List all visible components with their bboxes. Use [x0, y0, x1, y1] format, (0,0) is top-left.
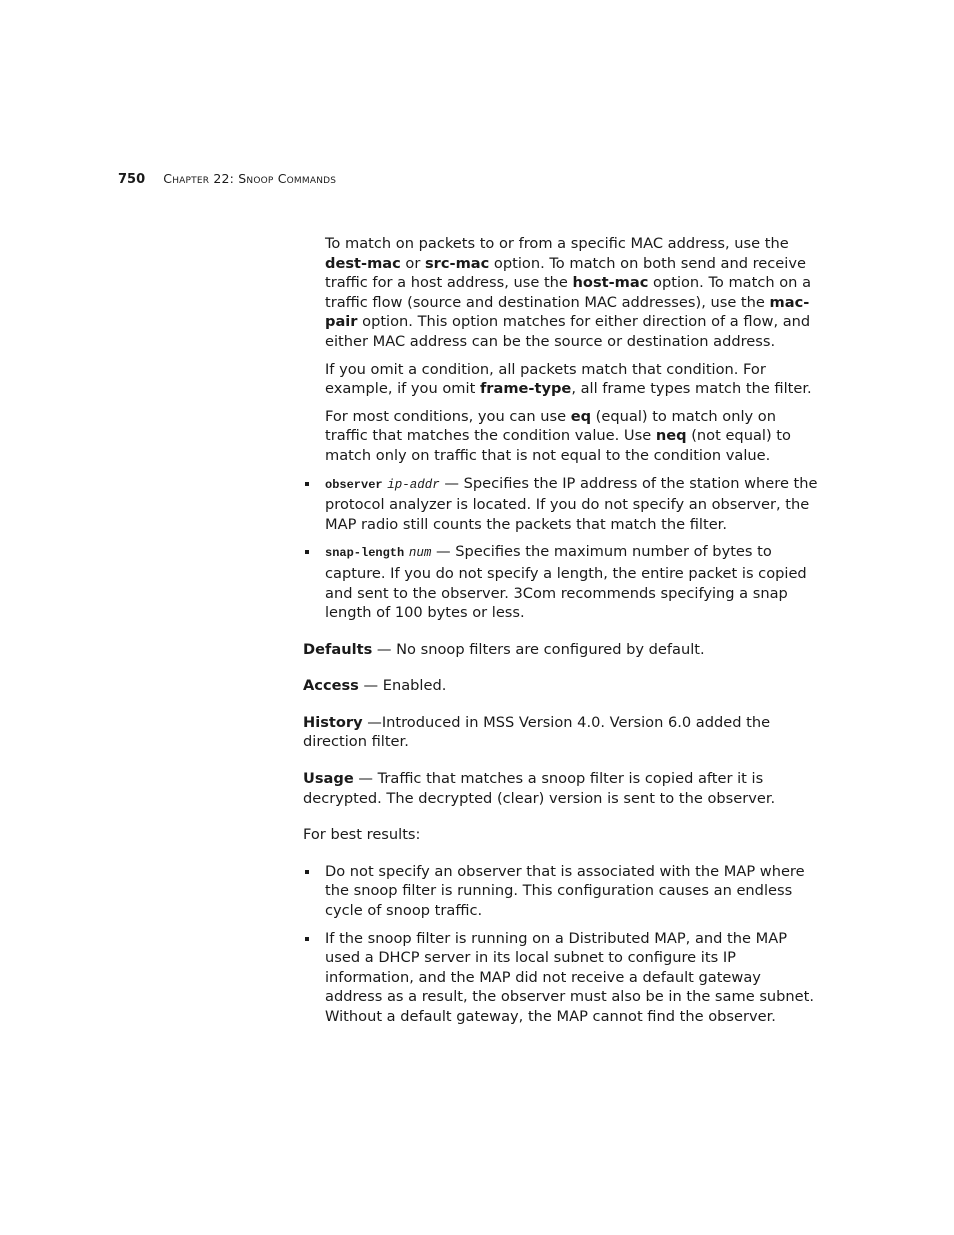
defaults-section [303, 640, 818, 660]
running-header [118, 171, 336, 187]
eq-neq-paragraph [325, 407, 818, 466]
tip-item: Do not specify an observer that is associated with the MAP where the snoop filter is running. This configuration causes an endless cycle of snoop traffic. [303, 862, 818, 921]
usage-label: Usage [303, 770, 354, 788]
text-run: option. To match on a traffic flow (source and destination MAC addresses), use the [325, 274, 812, 311]
keyword-eq: eq [570, 407, 592, 425]
text-run: (not equal) to match only on traffic that is not equal to the condition value. [325, 427, 791, 464]
text-run: or [400, 254, 425, 272]
keyword-neq: neq [655, 427, 687, 445]
usage-section [303, 769, 818, 808]
keyword-host-mac: host-mac [572, 274, 649, 292]
argument-ip-addr: ip-addr [387, 477, 440, 492]
text-run: — No snoop filters are configured by default. [372, 640, 705, 658]
text-run: — Traffic that matches a snoop filter is copied after it is decrypted. The decrypted (clear) version is sent to the observer. [303, 770, 776, 807]
access-section [303, 676, 818, 696]
text-run: — Specifies the IP address of the station where the protocol analyzer is located. If you do not specify an observer, the MAP radio still counts the packets that match the filter. [325, 474, 818, 533]
observer-option-item [303, 474, 818, 535]
keyword-frame-type: frame-type [479, 380, 572, 398]
page-body [303, 234, 818, 1027]
snap-length-option-item [303, 542, 818, 622]
access-label: Access [303, 677, 359, 695]
text-run: To match on packets to or from a specific MAC address, use the [325, 235, 789, 252]
page-number: 750 [118, 172, 146, 187]
argument-num: num [408, 546, 432, 561]
keyword-snap-length: snap-length [325, 546, 405, 561]
mac-address-paragraph [325, 234, 818, 352]
best-results-intro: For best results: [303, 826, 421, 844]
text-run: —Introduced in MSS Version 4.0. Version 6.0 added the direction filter. [303, 713, 771, 751]
defaults-label: Defaults [303, 640, 373, 658]
text-run: — Enabled. [358, 677, 447, 695]
keyword-observer: observer [325, 477, 383, 492]
tip-item: If the snoop filter is running on a Distributed MAP, and the MAP used a DHCP server in its local subnet to configure its IP information, and the MAP did not receive a default gateway address as a result, the observer must also be in the same subnet. Without a default gateway, the MAP cannot find the observer. [303, 929, 818, 1027]
text-run: — Specifies the maximum number of bytes to capture. If you do not specify a length, the entire packet is copied and sent to the observer. 3Com recommends specifying a snap length of 100 bytes or less. [325, 543, 807, 622]
text-run: , all frame types match the filter. [571, 380, 812, 398]
history-section [303, 713, 818, 752]
text-run: For most conditions, you can use [325, 407, 571, 425]
text-run: (equal) to match only on traffic that matches the condition value. Use [325, 407, 776, 445]
keyword-mac-pair: mac-pair [325, 293, 810, 331]
keyword-src-mac: src-mac [425, 254, 490, 272]
chapter-title: Chapter 22: Snoop Commands [163, 171, 337, 186]
text-run: option. To match on both send and receive traffic for a host address, use the [325, 254, 806, 292]
keyword-dest-mac: dest-mac [325, 254, 401, 272]
history-label: History [303, 713, 363, 731]
text-run: option. This option matches for either direction of a flow, and either MAC address can be the source or destination address. [325, 313, 811, 350]
text-run: If you omit a condition, all packets match that condition. For example, if you omit [325, 360, 766, 398]
omit-condition-paragraph [325, 360, 818, 399]
